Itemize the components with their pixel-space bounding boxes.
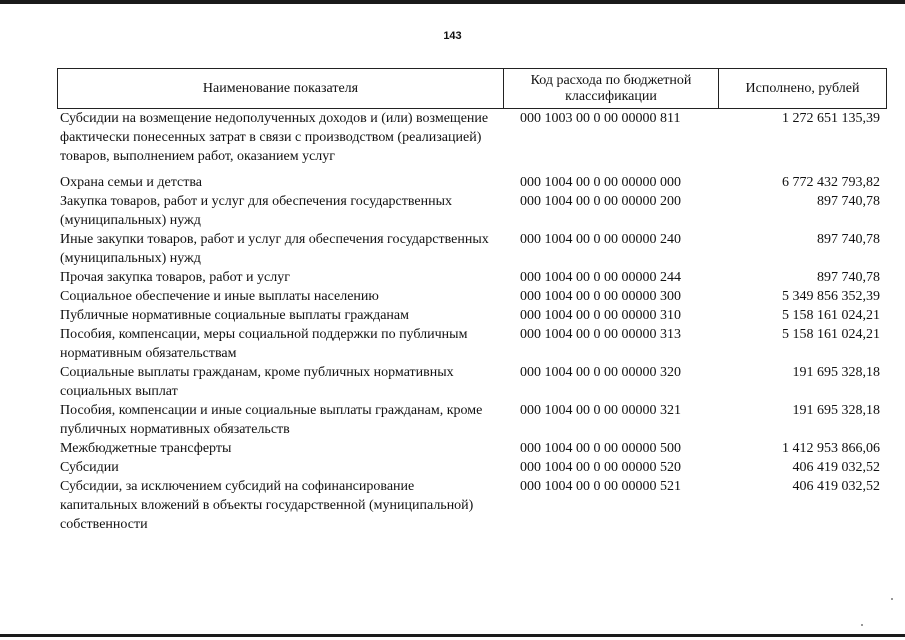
row-amount: 1 412 953 866,06 bbox=[782, 441, 880, 456]
row-name: Пособия, компенсации, меры социальной поддержки по публичным нормативным обязательствам bbox=[60, 327, 468, 361]
row-name: Социальное обеспечение и иные выплаты населению bbox=[60, 289, 379, 304]
row-name: Закупка товаров, работ и услуг для обеспечения государственных (муниципальных) нужд bbox=[60, 194, 453, 228]
table-row bbox=[60, 306, 884, 325]
row-code: 000 1004 00 0 00 00000 520 bbox=[520, 460, 681, 475]
row-amount: 406 419 032,52 bbox=[792, 460, 880, 475]
row-amount: 1 272 651 135,39 bbox=[782, 111, 880, 126]
row-name: Пособия, компенсации и иные социальные выплаты гражданам, кроме публичных нормативных обязательств bbox=[60, 403, 483, 437]
bottom-border-rule bbox=[0, 634, 905, 637]
row-name: Межбюджетные трансферты bbox=[60, 441, 232, 456]
row-amount: 5 349 856 352,39 bbox=[782, 289, 880, 304]
row-code: 000 1004 00 0 00 00000 200 bbox=[520, 194, 681, 209]
row-amount: 5 158 161 024,21 bbox=[782, 308, 880, 323]
table-row bbox=[60, 192, 884, 230]
row-amount: 897 740,78 bbox=[817, 194, 880, 209]
table-row bbox=[60, 458, 884, 477]
table-row bbox=[60, 287, 884, 306]
header-budget-code: Код расхода по бюджетной классификации bbox=[503, 69, 718, 108]
page-number: 143 bbox=[443, 30, 462, 42]
row-code: 000 1004 00 0 00 00000 321 bbox=[520, 403, 681, 418]
row-name: Социальные выплаты гражданам, кроме публичных нормативных социальных выплат bbox=[60, 365, 454, 399]
row-code: 000 1004 00 0 00 00000 310 bbox=[520, 308, 681, 323]
row-amount: 6 772 432 793,82 bbox=[782, 175, 880, 190]
row-name: Иные закупки товаров, работ и услуг для обеспечения государственных (муниципальных) нужд bbox=[60, 232, 489, 266]
top-border-rule bbox=[0, 0, 905, 4]
row-amount: 5 158 161 024,21 bbox=[782, 327, 880, 342]
table-row bbox=[60, 268, 884, 287]
row-code: 000 1003 00 0 00 00000 811 bbox=[520, 111, 681, 126]
row-code: 000 1004 00 0 00 00000 320 bbox=[520, 365, 681, 380]
row-amount: 897 740,78 bbox=[817, 270, 880, 285]
header-executed: Исполнено, рублей bbox=[718, 69, 886, 108]
row-name: Прочая закупка товаров, работ и услуг bbox=[60, 270, 290, 285]
table-row bbox=[60, 401, 884, 439]
row-amount: 191 695 328,18 bbox=[792, 403, 880, 418]
table-row bbox=[60, 230, 884, 268]
row-amount: 897 740,78 bbox=[817, 232, 880, 247]
row-code: 000 1004 00 0 00 00000 300 bbox=[520, 289, 681, 304]
row-amount: 191 695 328,18 bbox=[792, 365, 880, 380]
table-row bbox=[60, 325, 884, 363]
row-code: 000 1004 00 0 00 00000 240 bbox=[520, 232, 681, 247]
table-row bbox=[60, 363, 884, 401]
row-name: Субсидии на возмещение недополученных доходов и (или) возмещение фактически понесенных затрат в связи с производством (реализацией) товаров, выполнением работ, оказанием услуг bbox=[60, 111, 489, 164]
table-row bbox=[60, 439, 884, 458]
row-code: 000 1004 00 0 00 00000 244 bbox=[520, 270, 681, 285]
table-header bbox=[57, 68, 887, 109]
row-name: Охрана семьи и детства bbox=[60, 175, 202, 190]
scan-speck bbox=[891, 598, 893, 600]
row-code: 000 1004 00 0 00 00000 500 bbox=[520, 441, 681, 456]
table-row bbox=[60, 477, 884, 534]
table-row bbox=[60, 109, 884, 166]
row-amount: 406 419 032,52 bbox=[792, 479, 880, 494]
scan-speck bbox=[861, 624, 863, 626]
row-name: Субсидии, за исключением субсидий на софинансирование капитальных вложений в объекты государственной (муниципальной) собственности bbox=[60, 479, 474, 532]
table-body bbox=[60, 109, 884, 534]
row-name: Субсидии bbox=[60, 460, 119, 475]
row-name: Публичные нормативные социальные выплаты гражданам bbox=[60, 308, 409, 323]
header-indicator-name: Наименование показателя bbox=[202, 80, 359, 96]
row-code: 000 1004 00 0 00 00000 313 bbox=[520, 327, 681, 342]
row-code: 000 1004 00 0 00 00000 521 bbox=[520, 479, 681, 494]
table-row bbox=[60, 173, 884, 192]
row-code: 000 1004 00 0 00 00000 000 bbox=[520, 175, 681, 190]
